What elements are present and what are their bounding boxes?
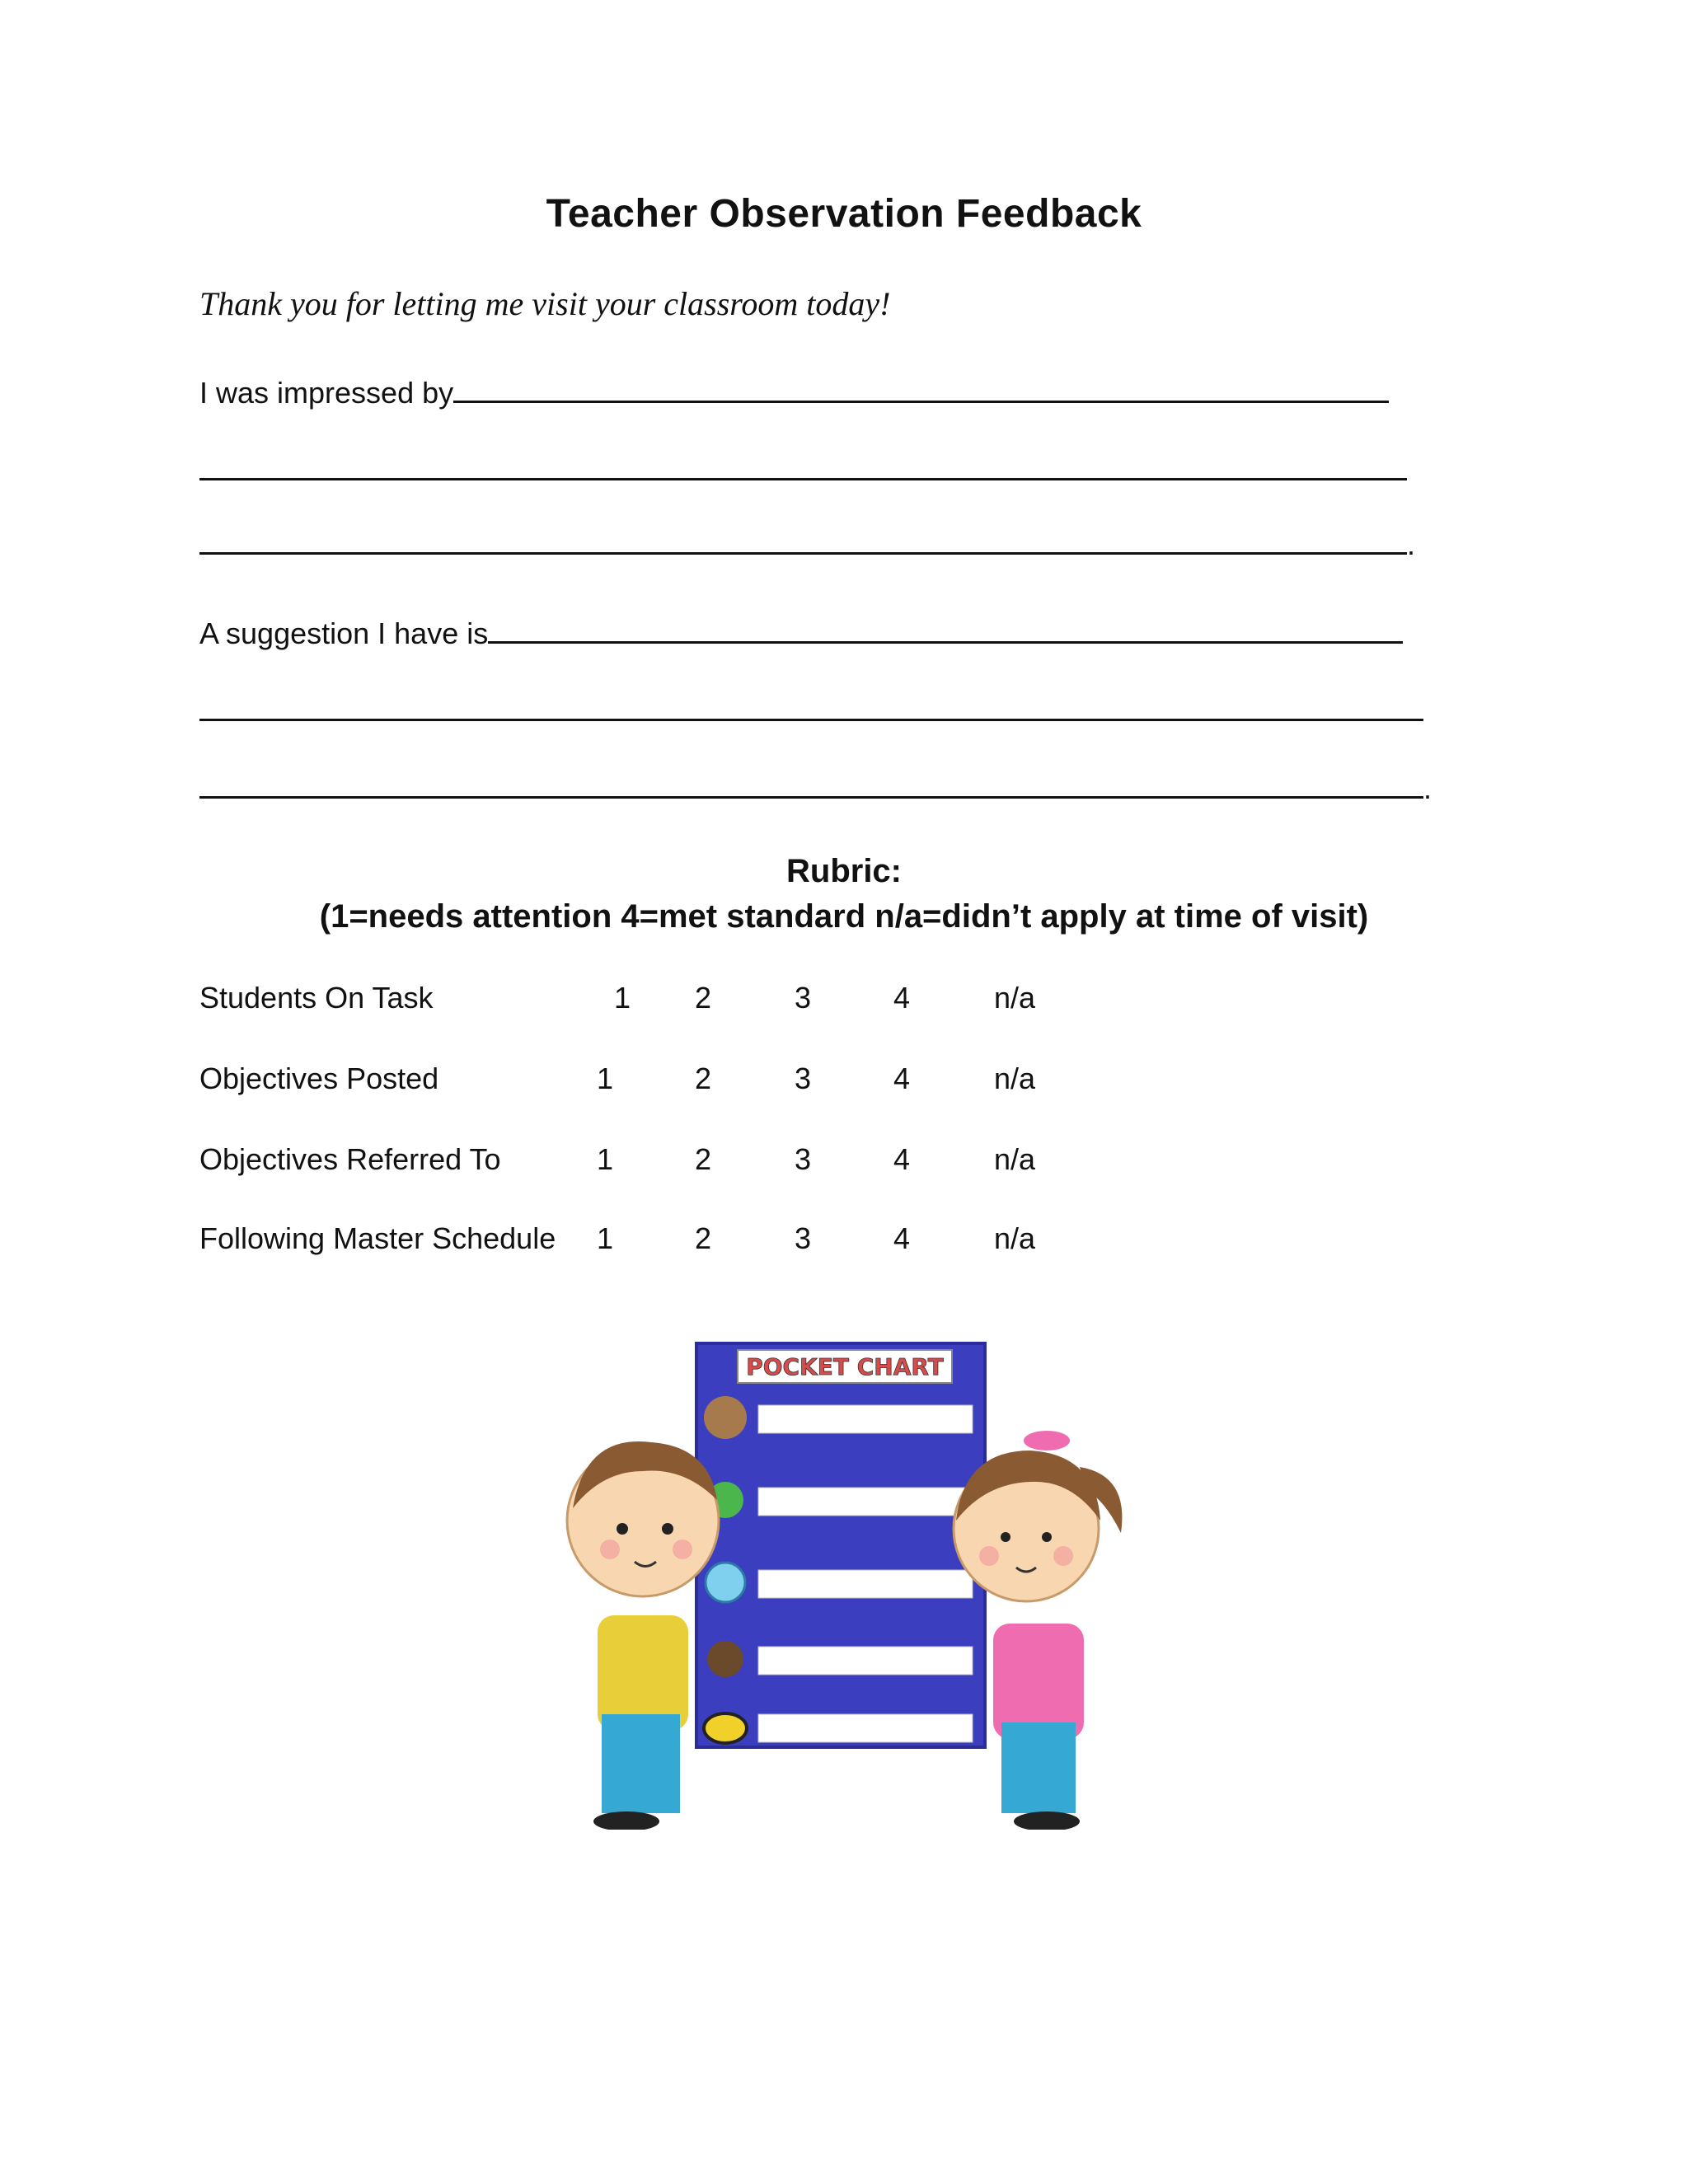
suggestion-line-1 [199, 613, 1403, 651]
rating-option-4[interactable]: 4 [893, 1221, 911, 1255]
impressed-line-2 [199, 450, 1407, 488]
impressed-blank-3[interactable] [199, 524, 1407, 555]
impressed-line-3 [199, 524, 1415, 562]
page-title: Teacher Observation Feedback [546, 192, 1142, 236]
suggestion-blank-3[interactable] [199, 768, 1423, 799]
rating-option-3[interactable]: 3 [795, 1221, 812, 1255]
rating-option-2[interactable]: 2 [695, 1062, 712, 1095]
owl-icon [707, 1641, 743, 1677]
rating-option-2[interactable]: 2 [695, 981, 712, 1015]
rating-option-na[interactable]: n/a [994, 1221, 1036, 1255]
rubric-row-label: Objectives Referred To [199, 1142, 501, 1176]
rating-option-1[interactable]: 1 [597, 1142, 614, 1176]
rating-option-2[interactable]: 2 [695, 1142, 712, 1176]
intro-text: Thank you for letting me visit your classroom today! [199, 285, 891, 322]
rating-option-na[interactable]: n/a [994, 981, 1036, 1015]
rating-option-4[interactable]: 4 [893, 981, 911, 1015]
rating-option-3[interactable]: 3 [795, 981, 812, 1015]
suggestion-line-2 [199, 691, 1423, 729]
rating-option-2[interactable]: 2 [695, 1221, 712, 1255]
rubric-heading: Rubric: [786, 853, 902, 889]
suggestion-label: A suggestion I have is [199, 616, 489, 650]
rating-option-1[interactable]: 1 [597, 1062, 614, 1095]
impressed-period: . [1407, 527, 1416, 561]
rating-option-na[interactable]: n/a [994, 1062, 1036, 1095]
impressed-line-1 [199, 373, 1389, 410]
rating-option-1[interactable]: 1 [614, 981, 631, 1015]
pocket-chart-illustration [552, 1335, 1146, 1830]
impressed-blank-2[interactable] [199, 450, 1407, 480]
rubric-row-label: Students On Task [199, 981, 434, 1015]
impressed-blank-1[interactable] [453, 373, 1389, 403]
rubric-row-label: Following Master Schedule [199, 1221, 556, 1255]
suggestion-blank-2[interactable] [199, 691, 1423, 721]
suggestion-blank-1[interactable] [488, 613, 1403, 644]
rating-option-na[interactable]: n/a [994, 1142, 1036, 1176]
rubric-legend: (1=needs attention 4=met standard n/a=didn’t apply at time of visit) [319, 898, 1369, 935]
suggestion-period: . [1423, 771, 1432, 805]
pocket-chart-header-text: POCKET CHART [746, 1353, 944, 1380]
rating-option-1[interactable]: 1 [597, 1221, 614, 1255]
impressed-label: I was impressed by [199, 376, 454, 410]
suggestion-line-3 [199, 768, 1432, 806]
rating-option-3[interactable]: 3 [795, 1062, 812, 1095]
rating-option-3[interactable]: 3 [795, 1142, 812, 1176]
fishbowl-icon [706, 1563, 745, 1602]
rubric-row-label: Objectives Posted [199, 1062, 439, 1095]
bear-icon [704, 1396, 747, 1439]
rating-option-4[interactable]: 4 [893, 1062, 911, 1095]
rating-option-4[interactable]: 4 [893, 1142, 911, 1176]
bee-icon [704, 1713, 747, 1743]
